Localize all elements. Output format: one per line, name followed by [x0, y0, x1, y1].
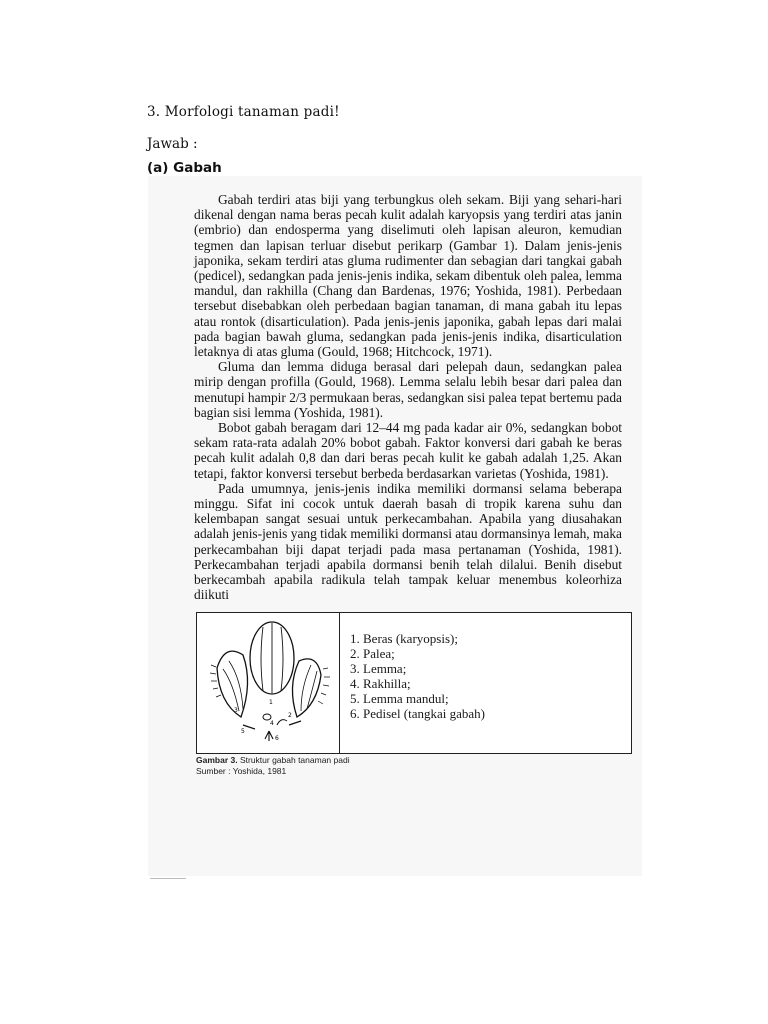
- legend-item: 4. Rakhilla;: [350, 676, 411, 691]
- legend-item: 5. Lemma mandul;: [350, 691, 449, 706]
- legend-item: 2. Palea;: [350, 646, 395, 661]
- palea-shape: [292, 659, 321, 717]
- legend-item: 6. Pedisel (tangkai gabah): [350, 706, 486, 721]
- grain-structure-illustration: [197, 613, 339, 753]
- diagram-label: 1: [269, 699, 273, 706]
- paragraph: Gabah terdiri atas biji yang terbungkus oleh sekam. Biji yang sehari-hari dikenal dengan nama beras pecah kulit adalah karyopsis yang terdiri atas janin (embrio) dan endosperma yang diselimuti oleh lapisan aleuron, kemudian tegmen dan lapisan terluar disebut perikarp (Gambar 1). Dalam jenis-jenis japonika, sekam terdiri atas gluma rudimenter dan sebagian dari tangkai gabah (pedicel), sedangkan pada jenis-jenis indika, sekam dibentuk oleh palea, lemma mandul, dan rakhilla (Chang dan Bardenas, 1976; Yoshida, 1981). Perbedaan tersebut disebabkan oleh perbedaan bagian tanaman, di mana gabah itu lepas atau rontok (disarticulation). Pada jenis-jenis japonika, gabah lepas dari malai pada bagian bawah gluma, sedangkan pada jenis-jenis indika, disarticulation letaknya di atas gluma (Gould, 1968; Hitchcock, 1971).: [194, 192, 622, 360]
- legend-item: 3. Lemma;: [350, 661, 407, 676]
- paragraph: Gluma dan lemma diduga berasal dari pelepah daun, sedangkan palea mirip dengan profilla (Gould, 1968). Lemma selalu lebih besar dari palea dan menutupi hampir 2/3 permukaan beras, sedangkan sisi palea tepat bertemu pada bagian sisi lemma (Yoshida, 1981).: [194, 359, 622, 420]
- figure-box: [196, 612, 632, 754]
- section-heading: (a) Gabah: [147, 160, 222, 176]
- diagram-label: 3: [234, 707, 238, 714]
- figure-legend: [340, 613, 485, 753]
- caption-source: Sumber : Yoshida, 1981: [196, 766, 287, 776]
- figure-caption: [196, 755, 350, 777]
- paragraph: Pada umumnya, jenis-jenis indika memiliki dormansi selama beberapa minggu. Sifat ini cocok untuk daerah basah di tropik karena suhu dan kelembapan sangat sesuai untuk perkecambahan. Apabila yang diusahakan adalah jenis-jenis yang tidak memiliki dormansi atau dormansinya lemah, maka perkecambahan biji dapat terjadi pada masa pertanaman (Yoshida, 1981). Perkecambahan terjadi apabila dormansi benih telah dilalui. Benih disebut berkecambah apabila radikula telah tampak keluar menembus koleorhiza diikuti: [194, 480, 622, 603]
- diagram-label: 4: [270, 720, 274, 727]
- answer-label: Jawab :: [147, 136, 198, 152]
- caption-text: Struktur gabah tanaman padi: [239, 755, 350, 765]
- legend-item: 1. Beras (karyopsis);: [350, 631, 458, 646]
- paragraph: Bobot gabah beragam dari 12–44 mg pada kadar air 0%, sedangkan bobot sekam rata-rata adalah 20% bobot gabah. Faktor konversi dari gabah ke beras pecah kulit adalah 0,8 dan dari beras pecah kulit ke gabah adalah 1,25. Akan tetapi, faktor konversi tersebut berbeda berdasarkan varietas (Yoshida, 1981).: [194, 420, 622, 481]
- diagram-label: 5: [241, 728, 245, 735]
- diagram-label: 2: [288, 712, 292, 719]
- pedicel-shape: [265, 731, 273, 741]
- caption-label: Gambar 3.: [196, 755, 238, 765]
- grain-diagram: [197, 613, 340, 753]
- diagram-label: 6: [275, 735, 279, 742]
- question-title: 3. Morfologi tanaman padi!: [147, 104, 340, 120]
- page-mark: [150, 878, 186, 879]
- body-text: [194, 192, 622, 602]
